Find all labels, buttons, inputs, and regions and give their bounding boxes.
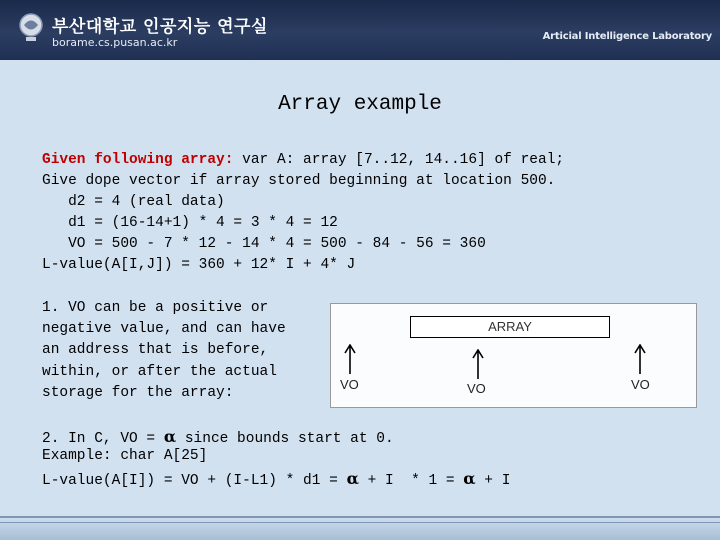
note-1-line-5: storage for the array:	[42, 385, 234, 401]
array-diagram	[330, 303, 697, 408]
given-label: Given following array:	[42, 152, 234, 168]
up-arrow-icon	[472, 349, 484, 379]
slide-title: Array example	[278, 93, 442, 116]
formula-part-3: + I	[475, 473, 511, 489]
up-arrow-icon	[634, 344, 646, 374]
example-line: Example: char A[25]	[42, 448, 208, 464]
vo-right-label: VO	[631, 377, 650, 392]
text-line-4: d1 = (16-14+1) * 4 = 3 * 4 = 12	[42, 215, 338, 231]
lab-title: 부산대학교 인공지능 연구실	[52, 17, 268, 37]
note-1-line-2: negative value, and can have	[42, 321, 286, 337]
up-arrow-icon	[344, 344, 356, 374]
alpha-symbol: α	[346, 469, 359, 488]
alpha-symbol: α	[463, 469, 476, 488]
note-2	[42, 427, 394, 447]
vo-left-label: VO	[340, 377, 359, 392]
formula-part-2: + I * 1 =	[358, 473, 464, 489]
university-emblem-icon	[18, 12, 44, 42]
note-2-text: 2. In C, VO =	[42, 431, 164, 447]
formula-part-1: L-value(A[I]) = VO + (I-L1) * d1 =	[42, 473, 347, 489]
array-box	[410, 316, 610, 338]
lab-url: borame.cs.pusan.ac.kr	[52, 36, 178, 49]
header-banner	[0, 0, 720, 60]
array-label: ARRAY	[488, 319, 532, 334]
note-1-line-3: an address that is before,	[42, 342, 269, 358]
text-line-3: d2 = 4 (real data)	[42, 194, 225, 210]
footer-divider	[0, 522, 720, 523]
l-value-formula	[42, 469, 510, 489]
text-line-2: Give dope vector if array stored beginning at location 500.	[42, 173, 556, 189]
footer-divider	[0, 516, 720, 518]
text-line-1	[42, 152, 564, 168]
alpha-symbol: α	[163, 427, 177, 446]
text-line-5: VO = 500 - 7 * 12 - 14 * 4 = 500 - 84 - 56 = 360	[42, 236, 486, 252]
array-declaration: var A: array [7..12, 14..16] of real;	[233, 152, 565, 168]
text-line-6: L-value(A[I,J]) = 360 + 12* I + 4* J	[42, 257, 356, 273]
note-2-text-end: since bounds start at 0.	[176, 431, 394, 447]
note-1-line-1: 1. VO can be a positive or	[42, 300, 269, 316]
note-1-line-4: within, or after the actual	[42, 364, 277, 380]
lab-name: Articial Intelligence Laboratory	[542, 31, 712, 42]
vo-middle-label: VO	[467, 381, 486, 396]
